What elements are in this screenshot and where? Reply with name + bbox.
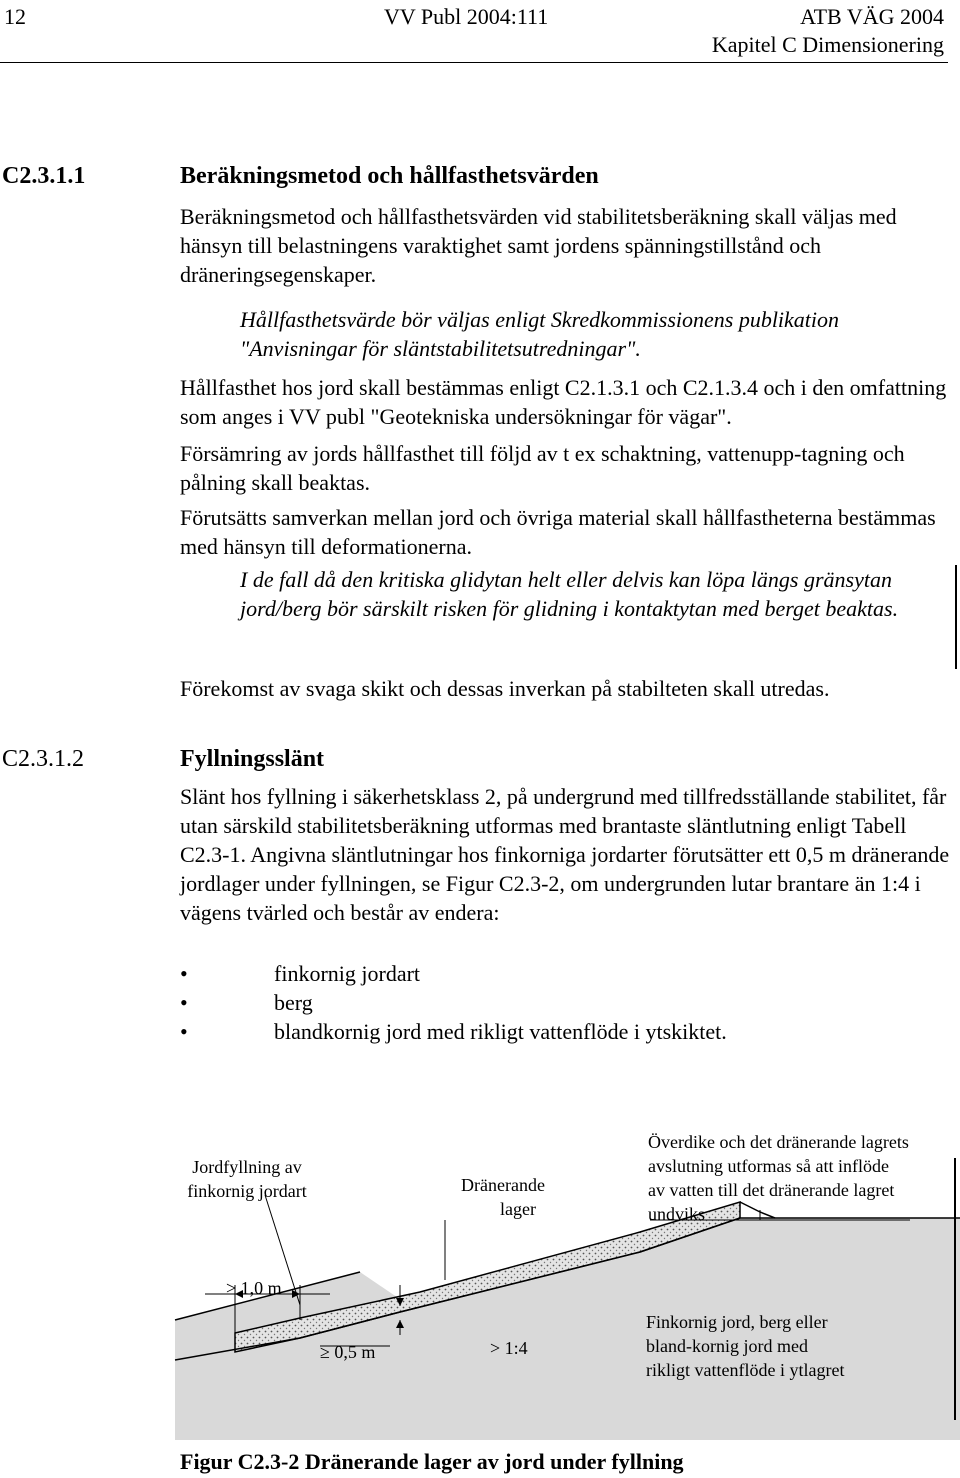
- drainage-label-line: Dränerande: [461, 1175, 545, 1195]
- paragraph-text: Hållfasthet hos jord skall bestämmas enligt C2.1.3.1 och C2.1.3.4 och i den omfattning som anges i VV publ "Geotekniska undersökningar för vägar".: [180, 375, 947, 429]
- bullet-item: finkornig jordart: [274, 961, 421, 986]
- paragraph: [180, 202, 950, 289]
- geq-symbol: ≥: [320, 1342, 330, 1362]
- section-title: Beräkningsmetod och hållfasthetsvärden: [180, 163, 599, 189]
- advice-paragraph: [240, 305, 940, 363]
- document-title: ATB VÄG 2004: [800, 4, 944, 29]
- dimension-label: [320, 1340, 375, 1364]
- advice-text: I de fall då den kritiska glidytan helt eller delvis kan löpa längs gränsytan jord/berg bör särskilt risken för glidning i kontaktytan med berget beaktas.: [240, 567, 899, 621]
- slope-label: > 1:4: [490, 1338, 528, 1358]
- bullet-marker: •: [180, 990, 188, 1015]
- fill-label: [172, 1155, 322, 1203]
- paragraph-text: Beräkningsmetod och hållfasthetsvärden vid stabilitetsberäkning skall väljas med hänsyn till belastningens varaktighet samt jordens spänningstillstånd och dräneringsegenskaper.: [180, 204, 897, 287]
- paragraph-text: Förutsätts samverkan mellan jord och övriga material skall hållfastheterna bestämmas med hänsyn till deformationerna.: [180, 505, 936, 559]
- paragraph: [180, 674, 950, 703]
- paragraph: [180, 782, 950, 927]
- paragraph-text: Slänt hos fyllning i säkerhetsklass 2, på undergrund med tillfredsställande stabilitet, får utan särskild stabilitetsberäkning utformas med brantaste släntlutning enligt Tabell C2.3-1. Angivna släntlutningar hos finkorniga jordarter förutsätter ett 0,5 m dränerande jordlager under fyllningen, se Figur C2.3-2, om undergrunden lutar brantare än 1:4 i vägens tvärled och består av endera:: [180, 784, 950, 925]
- ground-label: Finkornig jord, berg eller bland-kornig jord med rikligt vattenflöde i ytlagret: [646, 1312, 845, 1380]
- section-number: C2.3.1.1: [2, 163, 86, 189]
- section-number: C2.3.1.2: [2, 746, 85, 772]
- advice-paragraph: [240, 565, 940, 623]
- bullet-item: blandkornig jord med rikligt vattenflöde i ytskiktet.: [274, 1019, 727, 1044]
- drainage-label-line: lager: [500, 1199, 536, 1219]
- dimension-label: > 1,0 m: [226, 1278, 282, 1298]
- section-title: Fyllningsslänt: [180, 746, 325, 772]
- drainage-label: [448, 1173, 558, 1221]
- advice-text: Hållfasthetsvärde bör väljas enligt Skredkommissionens publikation "Anvisningar för släntstabilitetsutredningar".: [240, 307, 840, 361]
- paragraph: [180, 439, 950, 497]
- overdike-label: Överdike och det dränerande lagrets avslutning utformas så att inflöde av vatten till det dränerande lagret undviks: [648, 1132, 909, 1224]
- paragraph: [180, 373, 950, 431]
- fill-label-line: finkornig jordart: [187, 1181, 307, 1201]
- bullet-item: berg: [274, 990, 313, 1015]
- page-number: 12: [4, 4, 26, 29]
- bullet-marker: •: [180, 1019, 188, 1044]
- paragraph-text: Förekomst av svaga skikt och dessas inverkan på stabilteten skall utredas.: [180, 676, 830, 701]
- change-bar: [955, 565, 957, 669]
- publication-number: VV Publ 2004:111: [384, 4, 549, 29]
- header-rule: [0, 62, 948, 63]
- paragraph: [180, 503, 950, 561]
- paragraph-text: Försämring av jords hållfasthet till följd av t ex schaktning, vattenupp-tagning och pålning skall beaktas.: [180, 441, 905, 495]
- dimension-value: 0,5 m: [334, 1342, 376, 1362]
- fill-label-line: Jordfyllning av: [192, 1157, 302, 1177]
- bullet-marker: •: [180, 961, 188, 986]
- chapter-title: Kapitel C Dimensionering: [711, 32, 944, 57]
- figure-caption: Figur C2.3-2 Dränerande lager av jord under fyllning: [180, 1449, 684, 1474]
